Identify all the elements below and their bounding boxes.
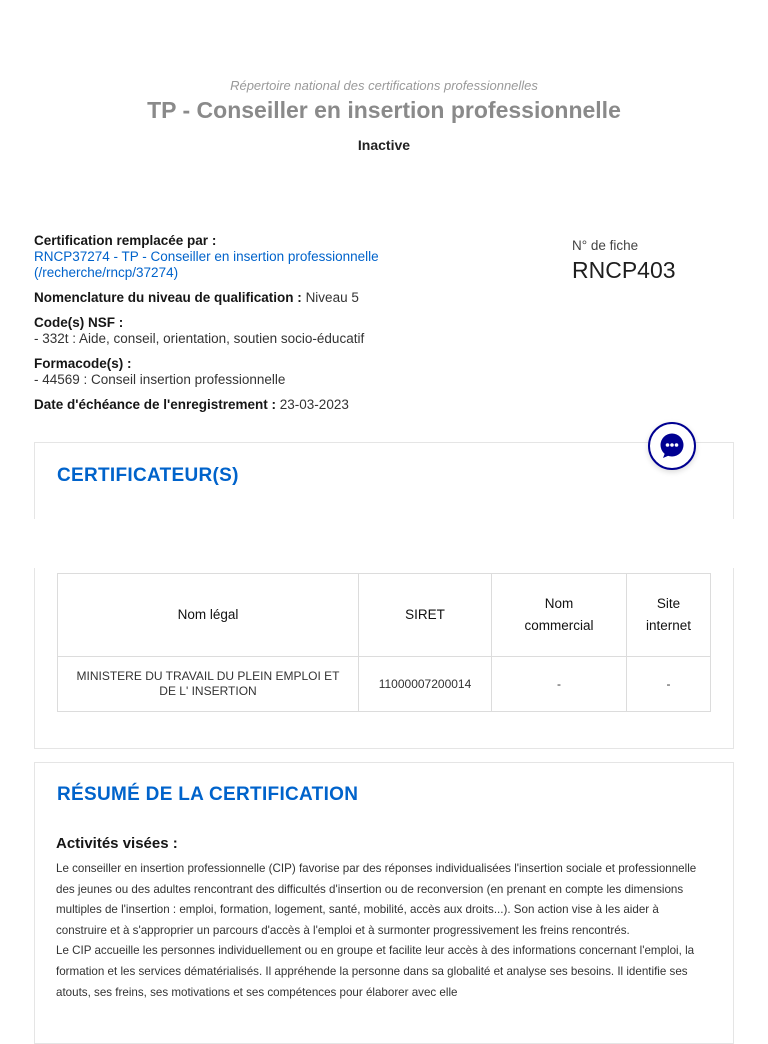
- deadline-value: 23-03-2023: [279, 397, 349, 412]
- chat-bubble-icon: [657, 431, 687, 461]
- fiche-label: N° de fiche: [572, 238, 639, 253]
- column-header-nom-commercial-text: Nom commercial: [524, 596, 594, 633]
- column-header-site-internet: [627, 574, 711, 657]
- replacement-link-text: RNCP37274 - TP - Conseiller en insertion professionnelle: [34, 249, 379, 264]
- fiche-number: RNCP403: [572, 257, 676, 283]
- column-header-siret: SIRET: [359, 574, 492, 657]
- resume-paragraph-2: Le CIP accueille les personnes individuellement ou en groupe et facilite leur accès à des informations concernant l'emploi, la formation et les services dématérialisés. Il appréhende la personne dans sa globalité et analyse ses besoins. Il identifie ses atouts, ses freins, ses motivations et ses compétences pour élaborer avec elle: [56, 944, 695, 999]
- nsf-label: Code(s) NSF :: [34, 315, 124, 330]
- page-header: [0, 78, 768, 153]
- certification-details: [34, 233, 554, 422]
- certificateurs-title: CERTIFICATEUR(S): [57, 465, 239, 486]
- table-header-row: [58, 574, 711, 657]
- fiche-number-block: [572, 238, 676, 284]
- page-title: TP - Conseiller en insertion professionnelle: [147, 97, 621, 123]
- nsf-value: - 332t : Aide, conseil, orientation, soutien socio-éducatif: [34, 331, 365, 346]
- formacode-value: - 44569 : Conseil insertion professionnelle: [34, 372, 286, 387]
- replacement-certification-link[interactable]: [34, 249, 554, 281]
- status-label: Inactive: [357, 137, 411, 153]
- nsf-block: [34, 315, 554, 347]
- certificateurs-card-header: [34, 442, 734, 519]
- resume-title: RÉSUMÉ DE LA CERTIFICATION: [57, 784, 359, 805]
- column-header-site-internet-text: Site internet: [645, 596, 692, 633]
- level-value: Niveau 5: [305, 290, 359, 305]
- column-header-nom-legal: Nom légal: [58, 574, 359, 657]
- level-block: [34, 290, 554, 306]
- formacode-label: Formacode(s) :: [34, 356, 132, 371]
- table-row: [58, 657, 711, 712]
- cell-nom-legal: MINISTERE DU TRAVAIL DU PLEIN EMPLOI ET DE L' INSERTION: [58, 657, 359, 712]
- cell-site-internet: -: [627, 657, 711, 712]
- column-header-nom-commercial: [492, 574, 627, 657]
- certificateurs-table: [57, 573, 711, 712]
- resume-paragraph-1: Le conseiller en insertion professionnelle (CIP) favorise par des réponses individualisées l'insertion sociale et professionnelle des jeunes ou des adultes rencontrant des difficultés d'insertion ou de reconversion (en prenant en compte les dimensions multiples de l'insertion : emploi, formation, logement, santé, mobilité, accès aux droits...). Son action vise à les aider à construire et à s'approprier un parcours d'accès à l'emploi et à surmonter progressivement les freins rencontrés.: [56, 862, 697, 937]
- deadline-label: Date d'échéance de l'enregistrement :: [34, 397, 277, 412]
- page-subtitle: Répertoire national des certifications professionnelles: [230, 78, 538, 93]
- formacode-block: [34, 356, 554, 388]
- replaced-by-block: [34, 233, 554, 281]
- replacement-link-path: (/recherche/rncp/37274): [34, 265, 179, 280]
- level-label: Nomenclature du niveau de qualification :: [34, 290, 302, 305]
- chat-button[interactable]: [648, 422, 696, 470]
- replaced-by-label: Certification remplacée par :: [34, 233, 217, 248]
- activites-visees-heading: Activités visées :: [56, 835, 178, 852]
- activites-visees-text: [56, 859, 711, 1003]
- cell-nom-commercial: -: [492, 657, 627, 712]
- deadline-block: [34, 397, 554, 413]
- cell-siret: 11000007200014: [359, 657, 492, 712]
